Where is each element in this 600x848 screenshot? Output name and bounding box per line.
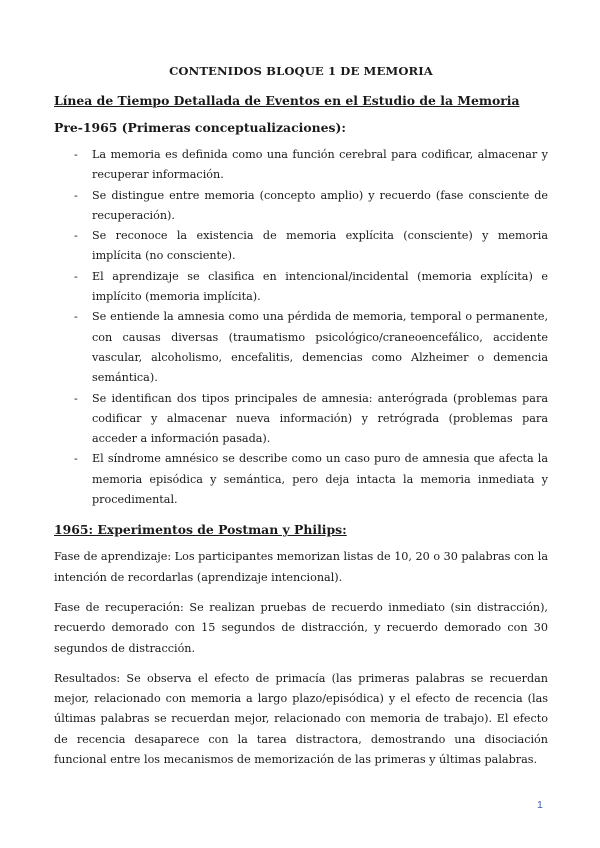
bullet-dash: - bbox=[74, 229, 78, 243]
bullet-item: - Se identifican dos tipos principales de amnesia: anterógrada (problemas para codificar y almacenar nueva información) y retrógrada (problemas para acceder a información pasada). bbox=[54, 389, 548, 450]
bullet-dash: - bbox=[74, 269, 78, 283]
paragraph-learning-phase: Fase de aprendizaje: Los participantes memorizan listas de 10, 20 o 30 palabras con la intención de recordarlas (aprendizaje intencional). bbox=[54, 550, 548, 584]
bullet-item: - El síndrome amnésico se describe como un caso puro de amnesia que afecta la memoria episódica y semántica, pero deja intacta la memoria inmediata y procedimental. bbox=[54, 449, 548, 510]
bullet-item: - El aprendizaje se clasifica en intencional/incidental (memoria explícita) e implícito (memoria implícita). bbox=[54, 267, 548, 308]
bullet-dash: - bbox=[74, 148, 78, 161]
bullet-item: - Se reconoce la existencia de memoria explícita (consciente) y memoria implícita (no consciente). bbox=[54, 226, 548, 267]
paragraph-recall-phase: Fase de recuperación: Se realizan pruebas de recuerdo inmediato (sin distracción), recuerdo demorado con 15 segundos de distracción, y recuerdo demorado con 30 segundos de distracción. bbox=[54, 600, 548, 655]
bullet-item: - Se distingue entre memoria (concepto amplio) y recuerdo (fase consciente de recuperación). bbox=[54, 186, 548, 227]
bullet-dash: - bbox=[74, 188, 78, 202]
bullet-item: - La memoria es definida como una función cerebral para codificar, almacenar y recuperar información. bbox=[54, 145, 548, 186]
section-heading-pre-1965: Pre-1965 (Primeras conceptualizaciones): bbox=[54, 120, 346, 135]
bullet-dash: - bbox=[74, 391, 78, 405]
page-number: 1 bbox=[537, 799, 543, 811]
document-subtitle: Línea de Tiempo Detallada de Eventos en el Estudio de la Memoria bbox=[54, 93, 520, 108]
document-page bbox=[54, 64, 548, 770]
bullet-list-pre-1965 bbox=[54, 145, 548, 510]
bullet-item: - Se entiende la amnesia como una pérdida de memoria, temporal o permanente, con causas diversas (traumatismo psicológico/craneoencefálico, accidente vascular, alcoholismo, encefalitis, demencias como Alzheimer o demencia semántica). bbox=[54, 307, 548, 388]
section-heading-1965: 1965: Experimentos de Postman y Philips: bbox=[54, 522, 347, 538]
bullet-dash: - bbox=[74, 310, 78, 324]
document-title: CONTENIDOS BLOQUE 1 DE MEMORIA bbox=[169, 64, 433, 78]
paragraph-results: Resultados: Se observa el efecto de primacía (las primeras palabras se recuerdan mejor, relacionado con memoria a largo plazo/episódica) y el efecto de recencia (las últimas palabras se recuerdan mejor, relacionado con memoria de trabajo). El efecto de recencia desaparece con la tarea distractora, demostrando una disociación funcional entre los mecanismos de memorización de las primeras y últimas palabras. bbox=[54, 671, 548, 767]
bullet-dash: - bbox=[74, 452, 78, 466]
